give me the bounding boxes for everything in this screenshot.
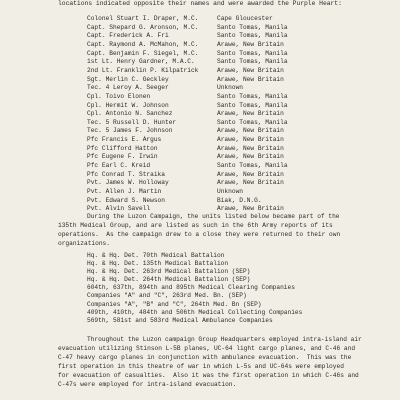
- roster-name: Tec. 5 Russell D. Hunter: [87, 118, 177, 126]
- paragraph-line: organizations.: [58, 240, 110, 247]
- roster-row: [0, 136, 400, 145]
- roster-location: Santo Tomas, Manila: [217, 92, 288, 100]
- paragraph-line: C-47 heavy cargo planes in conjunction with ambulance evacuation. This was the: [58, 354, 352, 361]
- roster-name: Capt. Benjamin F. Siegel, M.C.: [87, 49, 199, 57]
- paragraph-line: first operation in this theatre of war in which L-5s and UC-64s were employed: [58, 363, 344, 370]
- roster-name: Pfc Francis E. Argus: [87, 136, 162, 144]
- roster-name: Capt. Shepard G. Aronson, M.C.: [87, 23, 199, 31]
- roster-row: [0, 24, 400, 33]
- roster-location: Arawe, New Britain: [217, 170, 284, 178]
- roster-name: 1st Lt. Henry Gardner, M.A.C.: [87, 58, 195, 66]
- roster-row: [0, 197, 400, 206]
- paragraph-line: operations. As the campaign drew to a close they were returned to their own: [58, 231, 341, 238]
- paragraph-line: for evacuation of casualties. Also it was the first operation in which C-46s and: [58, 372, 359, 379]
- roster-location: Arawe, New Britain: [217, 153, 284, 161]
- roster-location: Santo Tomas, Manila: [217, 58, 288, 66]
- roster-name: Cpl. Hermit W. Johnson: [87, 101, 169, 109]
- roster-name: Tec. 4 Leroy A. Seeger: [87, 84, 169, 92]
- roster-location: Arawe, New Britain: [217, 144, 284, 152]
- unit-item: Hq. & Hq. Det. 263rd Medical Battalion (SEP): [87, 268, 251, 276]
- roster-name: Pvt. James W. Holloway: [87, 179, 169, 187]
- roster-name: Pfc Eugene F. Irwin: [87, 153, 158, 161]
- unit-item: Hq. & Hq. Det. 70th Medical Battalion: [87, 252, 225, 259]
- evacuation-paragraph: [58, 335, 378, 389]
- unit-item: 569th, 581st and 583rd Medical Ambulance Companies: [87, 316, 273, 324]
- luzon-paragraph: [58, 212, 378, 248]
- roster-location: Arawe, New Britain: [217, 110, 284, 118]
- roster-location: Arawe, New Britain: [217, 40, 284, 48]
- roster-row: [0, 58, 400, 67]
- roster-name: Pvt. Allen J. Martin: [87, 188, 162, 195]
- roster-row: [0, 67, 400, 76]
- unit-item: Hq. & Hq. Det. 264th Medical Battalion (SEP): [87, 276, 251, 284]
- roster-location: Arawe, New Britain: [217, 179, 284, 187]
- paragraph-line: Throughout the Luzon campaign Group Headquarters employed intra-island air: [87, 336, 362, 343]
- roster-row: [0, 50, 400, 59]
- roster-name: Pfc Earl C. Kreid: [87, 162, 151, 170]
- roster-name: Tec. 5 James F. Johnson: [87, 127, 173, 135]
- roster-name: Pfc Clifford Hatton: [87, 144, 158, 152]
- roster-row: [0, 15, 400, 24]
- roster-location: Arawe, New Britain: [217, 205, 284, 213]
- roster-name: Capt. Frederick A. Fri: [87, 32, 169, 40]
- roster-row: [0, 179, 400, 188]
- roster-location: Santo Tomas, Manila: [217, 32, 288, 40]
- roster-location: Santo Tomas, Manila: [217, 49, 288, 57]
- roster-name: Pvt. Alvin Savell: [87, 205, 151, 213]
- unit-item: Companies "A", "B" and "C", 264th Med. Bn (SEP): [87, 300, 262, 308]
- roster-name: Pfc Conrad T. Straika: [87, 170, 165, 178]
- roster-name: Cpl. Antonio N. Sanchez: [87, 110, 173, 118]
- paragraph-line: evacuation utilizing Stinson L-5B planes, UC-64 light cargo planes, and C-46 and: [58, 345, 356, 352]
- roster-location: Arawe, New Britain: [217, 66, 284, 74]
- roster-location: Santo Tomas, Manila: [217, 118, 288, 126]
- paragraph-line: During the Luzon Campaign, the units listed below became part of the: [87, 213, 340, 220]
- roster-name: 2nd Lt. Franklin P. Kilpatrick: [87, 66, 199, 74]
- roster-row: [0, 93, 400, 102]
- roster-location: Santo Tomas, Manila: [217, 23, 288, 31]
- unit-item: 604th, 637th, 894th and 895th Medical Clearing Companies: [87, 284, 295, 292]
- intro-line: locations indicated opposite their names and were awarded the Purple Heart:: [58, 0, 342, 7]
- roster-row: [0, 84, 400, 93]
- roster-name: Colonel Stuart I. Draper, M.C.: [87, 15, 199, 22]
- roster-row: [0, 110, 400, 119]
- paragraph-line: C-47s were employed for intra-island evacuation.: [58, 381, 237, 388]
- roster-row: [0, 162, 400, 171]
- unit-item: Hq. & Hq. Det. 135th Medical Battalion: [87, 260, 229, 268]
- roster-location: Cape Gloucester: [217, 15, 273, 22]
- roster-location: Arawe, New Britain: [217, 75, 284, 83]
- roster-row: [0, 119, 400, 128]
- roster-location: Arawe, New Britain: [217, 136, 284, 144]
- roster-row: [0, 76, 400, 85]
- roster-row: [0, 145, 400, 154]
- roster-row: [0, 153, 400, 162]
- unit-item: 409th, 410th, 484th and 506th Medical Collecting Companies: [87, 308, 303, 316]
- roster-location: Arawe, New Britain: [217, 127, 284, 135]
- unit-item: Companies "A" and "C", 263rd Med. Bn. (SEP): [87, 292, 247, 300]
- roster-row: [0, 171, 400, 180]
- paragraph-line: 135th Medical Group, and are listed as such in the 6th Army reports of its: [58, 222, 333, 229]
- roster-name: Cpl. Toivo Elonen: [87, 92, 151, 100]
- roster-name: Pvt. Edward S. Newson: [87, 196, 165, 204]
- roster-name: Capt. Raymond A. McMahon, M.C.: [87, 40, 199, 48]
- roster-location: Unknown: [217, 188, 243, 195]
- roster-row: [0, 127, 400, 136]
- roster-row: [0, 188, 400, 197]
- roster-location: Santo Tomas, Manila: [217, 101, 288, 109]
- roster-location: Santo Tomas, Manila: [217, 162, 288, 170]
- roster-location: Biak, D.N.G.: [217, 196, 262, 204]
- roster-row: [0, 102, 400, 111]
- roster-row: [0, 41, 400, 50]
- roster-row: [0, 32, 400, 41]
- units-list: [87, 252, 302, 325]
- roster-name: Sgt. Merlin C. Geckley: [87, 75, 169, 83]
- roster-location: Unknown: [217, 84, 243, 92]
